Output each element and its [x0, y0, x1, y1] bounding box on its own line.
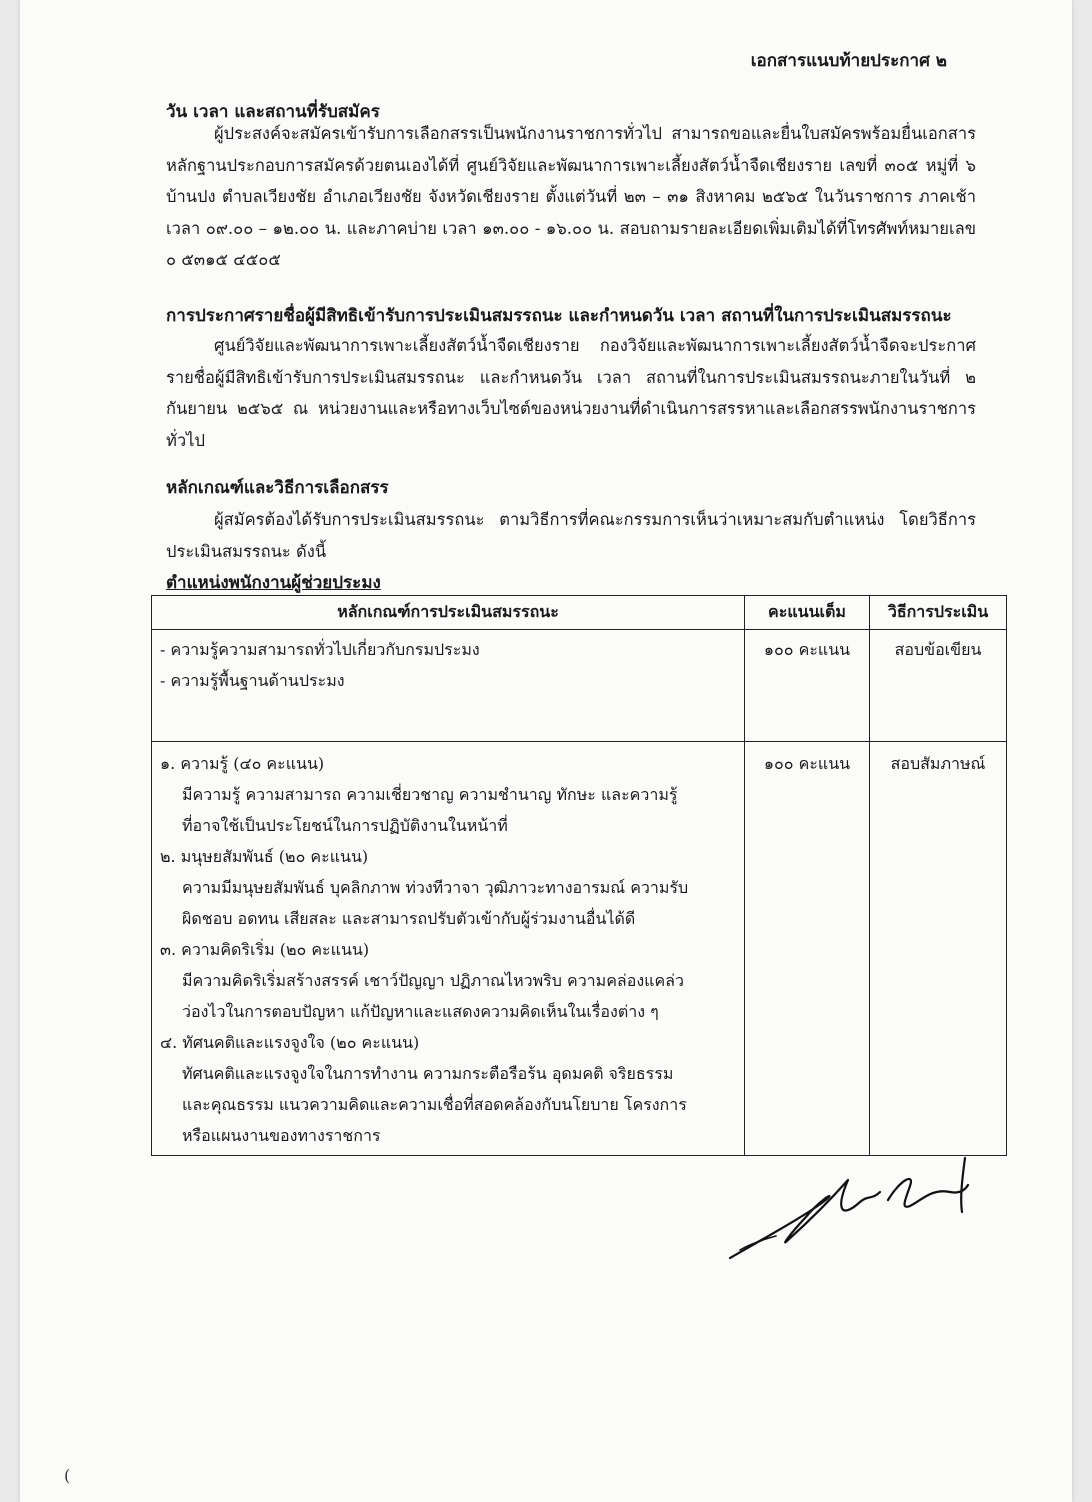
table-row-written-exam	[152, 630, 1007, 742]
cell-interview-criteria	[152, 742, 745, 1156]
section-title-announcement: การประกาศรายชื่อผู้มีสิทธิเข้ารับการประเมินสมรรถนะ และกำหนดวัน เวลา สถานที่ในการประเมินสมรรถนะ	[166, 306, 952, 326]
criteria-heading-initiative: ๓. ความคิดริเริ่ม (๒๐ คะแนน)	[160, 940, 370, 959]
paragraph-announcement-details: ศูนย์วิจัยและพัฒนาการเพาะเลี้ยงสัตว์น้ำจืดเชียงราย กองวิจัยและพัฒนาการเพาะเลี้ยงสัตว์น้ำจืดจะประกาศรายชื่อผู้มีสิทธิเข้ารับการประเมินสมรรถนะ และกำหนดวัน เวลา สถานที่ในการประเมินสมรรถนะภายในวันที่ ๒ กันยายน ๒๕๖๕ ณ หน่วยงานและหรือทางเว็บไซต์ของหน่วยงานที่ดำเนินการสรรหาและเลือกสรรพนักงานราชการทั่วไป	[166, 336, 976, 450]
table-header-row	[152, 596, 1007, 630]
method-value: สอบสัมภาษณ์	[890, 754, 986, 773]
criteria-line: และคุณธรรม แนวความคิดและความเชื่อที่สอดคล้องกับนโยบาย โครงการ	[182, 1095, 687, 1114]
criteria-heading-relations: ๒. มนุษยสัมพันธ์ (๒๐ คะแนน)	[160, 847, 369, 866]
paragraph-application-details: ผู้ประสงค์จะสมัครเข้ารับการเลือกสรรเป็นพนักงานราชการทั่วไป สามารถขอและยื่นใบสมัครพร้อมยื่นเอกสารหลักฐานประกอบการสมัครด้วยตนเองได้ที่ ศูนย์วิจัยและพัฒนาการเพาะเลี้ยงสัตว์น้ำจืดเชียงราย เลขที่ ๓๐๕ หมู่ที่ ๖ บ้านปง ตำบลเวียงชัย อำเภอเวียงชัย จังหวัดเชียงราย ตั้งแต่วันที่ ๒๓ – ๓๑ สิงหาคม ๒๕๖๕ ในวันราชการ ภาคเช้า เวลา ๐๙.๐๐ – ๑๒.๐๐ น. และภาคบ่าย เวลา ๑๓.๐๐ - ๑๖.๐๐ น. สอบถามรายละเอียดเพิ่มเติมได้ที่โทรศัพท์หมายเลข ๐ ๕๓๑๕ ๔๕๐๕	[166, 124, 976, 269]
criteria-heading-attitude: ๔. ทัศนคติและแรงจูงใจ (๒๐ คะแนน)	[160, 1033, 420, 1052]
position-title: ตำแหน่งพนักงานผู้ช่วยประมง	[166, 573, 381, 593]
criteria-heading-knowledge: ๑. ความรู้ (๔๐ คะแนน)	[160, 754, 325, 773]
header-method: วิธีการประเมิน	[870, 596, 1007, 630]
document-page	[20, 0, 1072, 1502]
criteria-line: ว่องไวในการตอบปัญหา แก้ปัญหาและแสดงความคิดเห็นในเรื่องต่าง ๆ	[182, 1002, 659, 1021]
section-title-application-period: วัน เวลา และสถานที่รับสมัคร	[166, 102, 380, 122]
criteria-line: - ความรู้พื้นฐานด้านประมง	[160, 671, 345, 690]
cell-interview-score	[745, 742, 870, 1156]
criteria-line: ความมีมนุษยสัมพันธ์ บุคลิกภาพ ท่วงทีวาจา วุฒิภาวะทางอารมณ์ ความรับ	[182, 878, 689, 897]
criteria-table	[151, 595, 1007, 1156]
header-criteria: หลักเกณฑ์การประเมินสมรรถนะ	[152, 596, 745, 630]
criteria-line: ที่อาจใช้เป็นประโยชน์ในการปฏิบัติงานในหน้าที่	[182, 816, 508, 835]
criteria-line: - ความรู้ความสามารถทั่วไปเกี่ยวกับกรมประมง	[160, 640, 480, 659]
paragraph-selection-criteria: ผู้สมัครต้องได้รับการประเมินสมรรถนะ ตามวิธีการที่คณะกรรมการเห็นว่าเหมาะสมกับตำแหน่ง โดยวิธีการประเมินสมรรถนะ ดังนี้	[166, 510, 976, 561]
header-full-score: คะแนนเต็ม	[745, 596, 870, 630]
cell-interview-method	[870, 742, 1007, 1156]
attachment-label: เอกสารแนบท้ายประกาศ ๒	[750, 51, 947, 71]
signature-icon	[710, 1140, 990, 1280]
criteria-line: มีความคิดริเริ่มสร้างสรรค์ เชาว์ปัญญา ปฏิภาณไหวพริบ ความคล่องแคล่ว	[182, 971, 684, 990]
score-value: ๑๐๐ คะแนน	[763, 754, 851, 773]
cell-written-score	[745, 630, 870, 742]
section-title-selection-criteria: หลักเกณฑ์และวิธีการเลือกสรร	[166, 478, 389, 498]
criteria-line: ทัศนคติและแรงจูงใจในการทำงาน ความกระตือรือร้น อุดมคติ จริยธรรม	[182, 1064, 674, 1083]
criteria-line: มีความรู้ ความสามารถ ความเชี่ยวชาญ ความชำนาญ ทักษะ และความรู้	[182, 785, 678, 804]
score-value: ๑๐๐ คะแนน	[763, 640, 851, 659]
corner-mark: (	[64, 1466, 71, 1485]
cell-written-criteria	[152, 630, 745, 742]
criteria-line: หรือแผนงานของทางราชการ	[182, 1126, 381, 1145]
table-row-interview	[152, 742, 1007, 1156]
cell-written-method	[870, 630, 1007, 742]
method-value: สอบข้อเขียน	[894, 640, 982, 659]
criteria-line: ผิดชอบ อดทน เสียสละ และสามารถปรับตัวเข้ากับผู้ร่วมงานอื่นได้ดี	[182, 909, 636, 928]
